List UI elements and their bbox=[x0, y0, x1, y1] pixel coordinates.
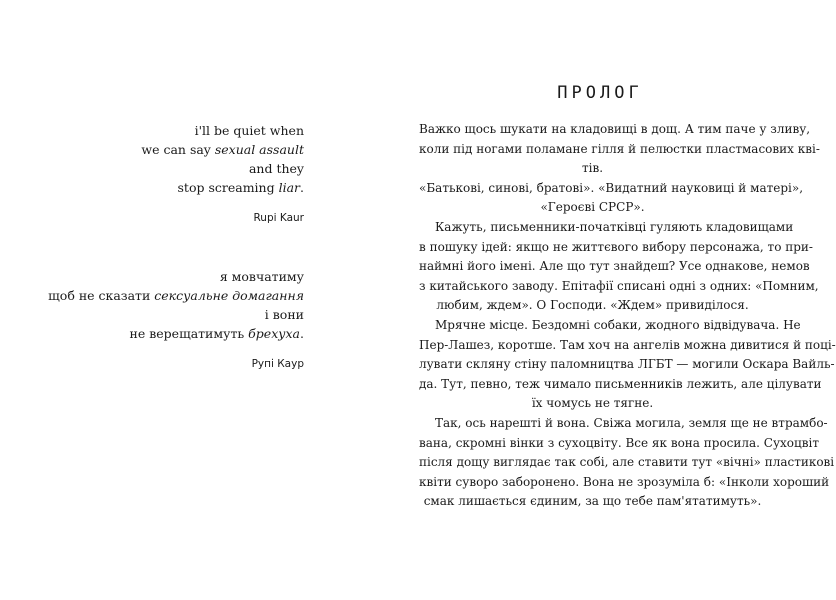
text-line: смак лишається єдиним, за що тебе пам'ятатимуть». bbox=[423, 494, 762, 509]
text-line: коли під ногами поламане гілля й пелюстки пластмасових кві- bbox=[419, 141, 820, 156]
text-line: Так, ось нарешті й вона. Свіжа могила, земля ще не втрамбо- bbox=[435, 415, 828, 430]
chapter-title: ПРОЛОГ bbox=[557, 83, 643, 103]
text-line: квіти суворо заборонено. Вона не зрозуміла б: «Інколи хороший bbox=[419, 474, 830, 489]
text-line: в пошуку ідей: якщо не життєвого вибору персонажа, то при- bbox=[419, 239, 813, 254]
epigraph-line: щоб не сказати сексуальне домагання bbox=[48, 288, 304, 303]
text-line: Мрячне місце. Бездомні собаки, жодного відвідувача. Не bbox=[435, 317, 801, 332]
epigraph-line: я мовчатиму bbox=[219, 269, 304, 284]
epigraph-author: Рупі Каур bbox=[251, 358, 304, 370]
epigraph-line: and they bbox=[248, 161, 304, 176]
left-page bbox=[0, 0, 400, 600]
text-line: Кажуть, письменники-початківці гуляють кладовищами bbox=[435, 219, 794, 234]
text-line: з китайського заводу. Епітафії списані одні з одних: «Помним, bbox=[419, 278, 819, 293]
text-line: «Героєві СРСР». bbox=[540, 200, 645, 215]
right-page bbox=[400, 0, 836, 600]
epigraph-english bbox=[141, 121, 304, 228]
text-line: наймні його імені. Але що тут знайдеш? Усе однакове, немов bbox=[419, 259, 810, 274]
epigraph-line: і вони bbox=[264, 307, 304, 322]
text-line: любим, ждем». О Господи. «Ждем» привиділося. bbox=[436, 298, 749, 313]
text-line: Важко щось шукати на кладовищі в дощ. А тим паче у зливу, bbox=[419, 122, 811, 136]
text-line: «Батькові, синові, братові». «Видатний науковиці й матері», bbox=[419, 180, 804, 195]
body-text bbox=[419, 120, 836, 512]
epigraph-author: Rupi Kaur bbox=[253, 212, 304, 224]
text-line: тів. bbox=[581, 161, 604, 176]
text-line: да. Тут, певно, теж чимало письменників лежить, але цілувати bbox=[419, 376, 822, 391]
epigraph-line: stop screaming liar. bbox=[177, 180, 304, 195]
text-line: лувати скляну стіну паломництва ЛГБТ — могили Оскара Вайль- bbox=[419, 357, 835, 372]
text-line: вана, скромні вінки з сухоцвіту. Все як вона просила. Сухоцвіт bbox=[419, 435, 819, 450]
epigraph-line: we can say sexual assault bbox=[141, 142, 304, 157]
epigraph-line: не верещатимуть брехуха. bbox=[129, 326, 304, 341]
text-line: після дощу виглядає так собі, але ставити тут «вічні» пластикові bbox=[419, 455, 835, 470]
epigraph-ukrainian bbox=[48, 267, 304, 374]
epigraph-line: i'll be quiet when bbox=[194, 123, 304, 138]
text-line: Пер-Лашез, коротше. Там хоч на ангелів можна дивитися й поці- bbox=[419, 337, 836, 352]
text-line: їх чомусь не тягне. bbox=[531, 396, 654, 411]
